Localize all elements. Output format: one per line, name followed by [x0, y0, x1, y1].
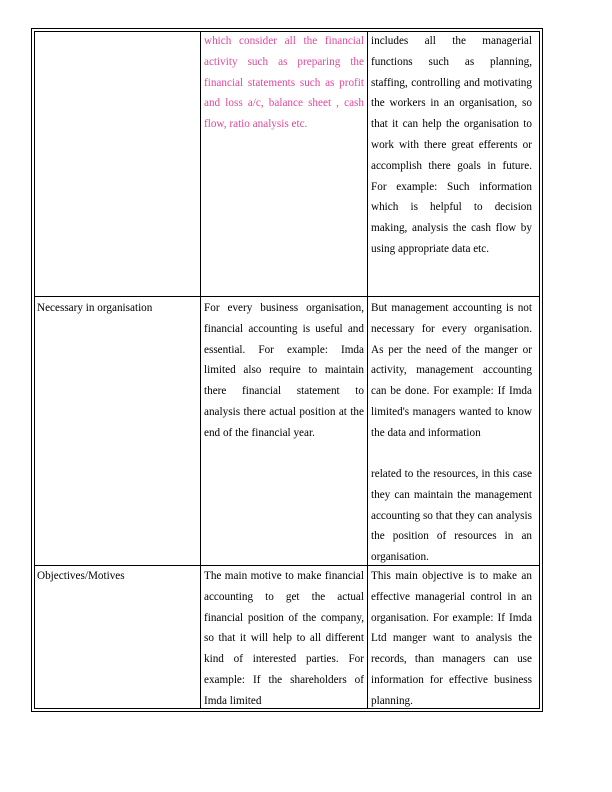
table-row-3-financial: The main motive to make financial accounting to get the actual financial position of the company, so that it will help to all different kind of interested parties. For example: If the shareholders of Imda limited — [204, 570, 364, 707]
table-row-2-management: But management accounting is not necessary for every organisation. As per the need of the manger or activity, management accounting can be done. For example: If Imda limited's managers wanted to know the data and information — [371, 302, 532, 439]
table-row-2-management-continued: related to the resources, in this case they can maintain the management accounting so that they can analysis the position of resources in an organisation. — [371, 468, 532, 564]
row-divider-1 — [34, 296, 540, 297]
table-row-3-management: This main objective is to make an effective managerial control in an organisation. For example: If Imda Ltd manger want to analysis the records, than managers can use information for effective business planning. — [371, 570, 532, 707]
table-row-1-management: includes all the managerial functions such as planning, staffing, controlling and motivating the workers in an organisation, so that it can help the organisation to work with there great efferents or accomplish there goals in future. For example: Such information which is helpful to decision making, analysis the cash flow by using appropriate data etc. — [371, 35, 532, 255]
table-row-2-financial: For every business organisation, financial accounting is useful and essential. For example: Imda limited also require to maintain there financial statement to analysis there actual position at the end of the financial year. — [204, 302, 364, 439]
table-row-2-label: Necessary in organisation — [37, 302, 153, 314]
table-row-3-label: Objectives/Motives — [37, 570, 125, 582]
column-divider-2 — [367, 31, 368, 709]
table-row-1-financial: which consider all the financial activity such as preparing the financial statements such as profit and loss a/c, balance sheet , cash flow, ratio analysis etc. — [204, 35, 364, 131]
column-divider-1 — [200, 31, 201, 709]
